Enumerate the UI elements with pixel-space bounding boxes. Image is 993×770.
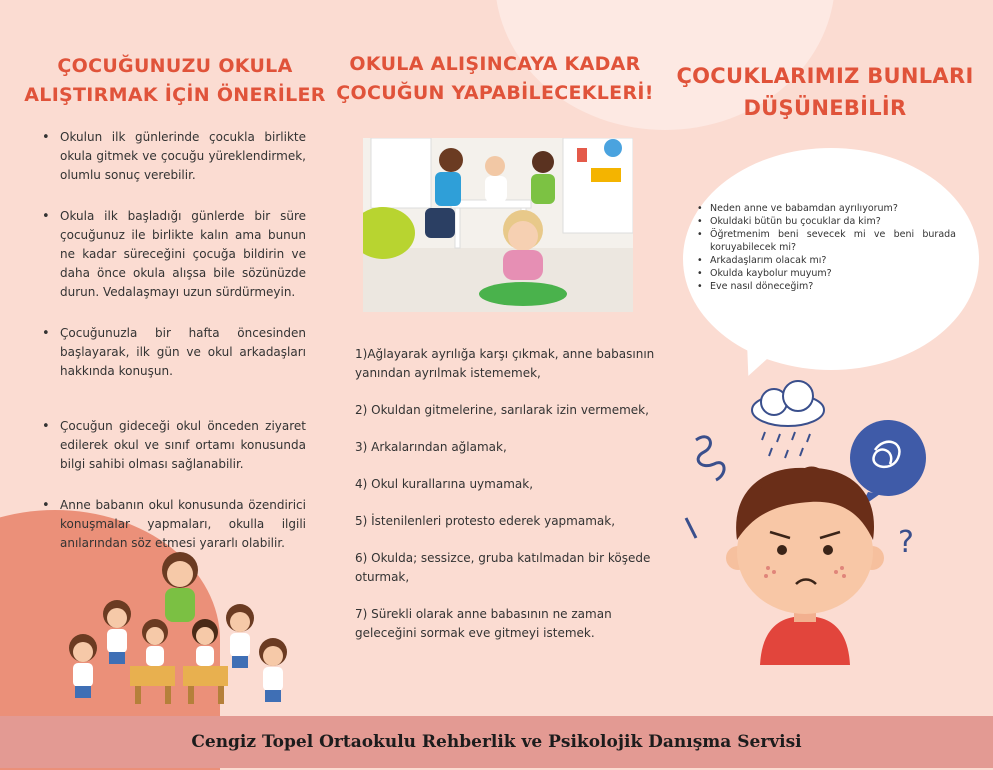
list-item: • Çocuğunuzla bir hafta öncesinden başlayarak, ilk gün ve okul arkadaşları hakkında konuşun. — [38, 324, 306, 381]
column2-title-line2: ÇOCUĞUN YAPABİLECEKLERİ! — [336, 82, 654, 104]
worried-boy-illustration — [670, 380, 940, 665]
rain-cloud-icon — [752, 381, 824, 458]
list-item: 4) Okul kurallarına uymamak, — [355, 477, 534, 491]
column3-list — [696, 202, 956, 293]
list-item: 1)Ağlayarak ayrılığa karşı çıkmak, anne babasının yanından ayrılmak istememek, — [355, 347, 655, 380]
column3-title — [665, 60, 985, 124]
list-item: 2) Okuldan gitmelerine, sarılarak izin vermemek, — [355, 403, 649, 417]
list-item: • Arkadaşlarım olacak mı? — [696, 254, 956, 267]
list-item: 5) İstenilenleri protesto ederek yapmamak, — [355, 514, 616, 528]
children-classroom-photo — [363, 138, 633, 312]
column1-list — [38, 128, 306, 575]
list-item: • Çocuğun gideceği okul önceden ziyaret edilerek okul ve sınıf ortamı konusunda bilgi sahibi olması sağlanabilir. — [38, 417, 306, 474]
column2-list — [355, 345, 655, 661]
list-item: • Eve nasıl döneceğim? — [696, 280, 956, 293]
list-item: 3) Arkalarından ağlamak, — [355, 440, 507, 454]
list-item: • Öğretmenim beni sevecek mi ve beni burada koruyabilecek mi? — [696, 228, 956, 254]
column2-title-line1: OKULA ALIŞINCAYA KADAR — [349, 53, 641, 75]
question-mark-icon: ? — [898, 525, 914, 560]
list-item: 6) Okulda; sessizce, gruba katılmadan bir köşede oturmak, — [355, 551, 651, 584]
column3-title-line1: ÇOCUKLARIMIZ BUNLARI — [676, 64, 974, 88]
footer-text: Cengiz Topel Ortaokulu Rehberlik ve Psikolojik Danışma Servisi — [191, 732, 802, 752]
column1-title-line2: ALIŞTIRMAK İÇİN ÖNERİLER — [24, 84, 326, 106]
squiggle-icon — [696, 437, 724, 480]
column1-title-line1: ÇOCUĞUNUZU OKULA — [57, 55, 293, 77]
list-item: • Anne babanın okul konusunda özendirici konuşmalar yapmaları, okulla ilgili anılarından söz etmesi yararlı olabilir. — [38, 496, 306, 553]
list-item: • Okuldaki bütün bu çocuklar da kim? — [696, 215, 956, 228]
column2-title — [335, 50, 655, 108]
list-item: • Okulda kaybolur muyum? — [696, 267, 956, 280]
column3-title-line2: DÜŞÜNEBİLİR — [743, 96, 907, 120]
list-item: • Okula ilk başladığı günlerde bir süre çocuğunuz ile birlikte kalın ama bunun ne kadar süreceğini çocuğa bildirin ve daha önce okula alışsa bile sözünüzde durun. Vedalaşmayı uzun sürdürmeyin. — [38, 207, 306, 302]
list-item: 7) Sürekli olarak anne babasının ne zaman geleceğini sormak eve gitmeyi istemek. — [355, 607, 612, 640]
exclamation-icon — [686, 518, 696, 538]
column1-title — [20, 52, 330, 110]
list-item: • Neden anne ve babamdan ayrılıyorum? — [696, 202, 956, 215]
classroom-kids-illustration — [55, 548, 305, 716]
list-item: • Okulun ilk günlerinde çocukla birlikte okula gitmek ve çocuğu yüreklendirmek, olumlu sonuç verebilir. — [38, 128, 306, 185]
footer-banner — [0, 716, 993, 768]
